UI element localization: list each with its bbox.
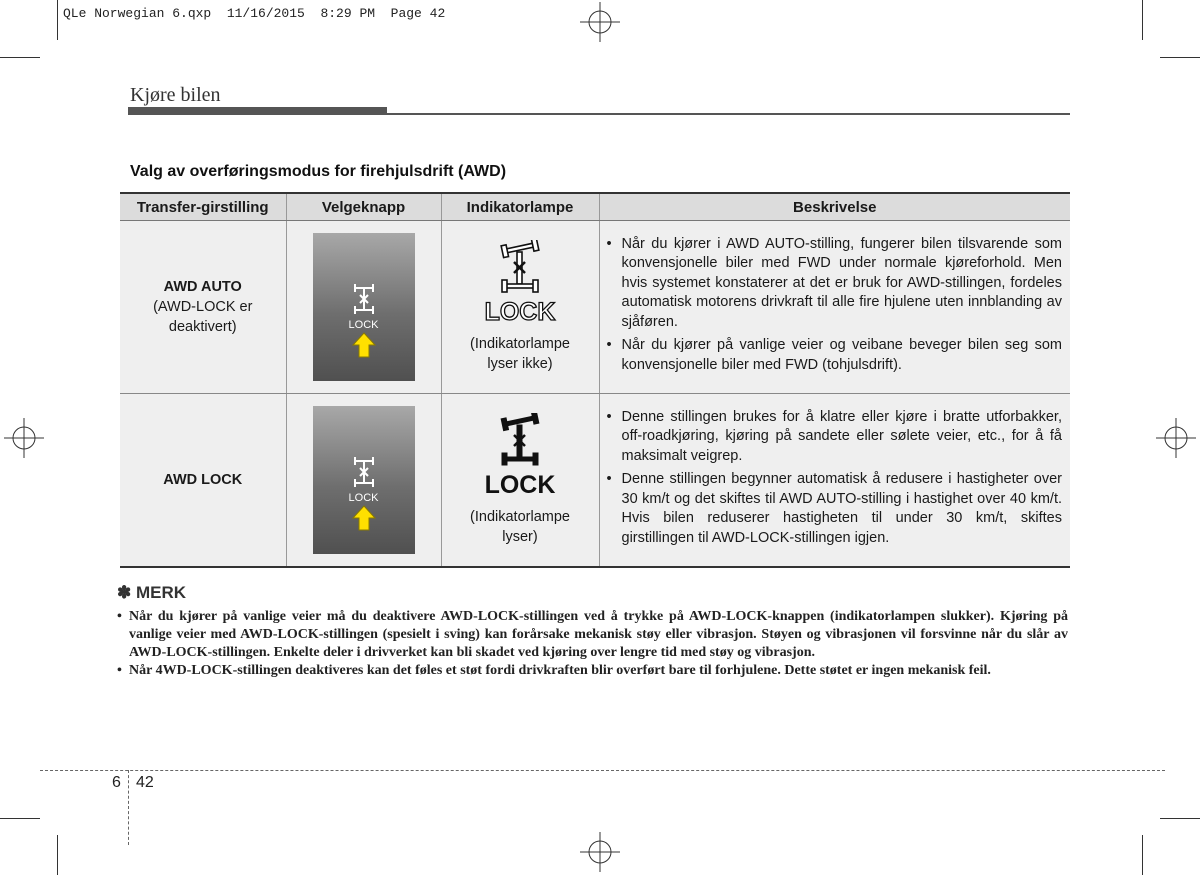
awd-drivetrain-icon (347, 454, 381, 490)
description-cell (599, 394, 1070, 568)
awd-lock-button-image (313, 233, 415, 381)
description-bullet: • Når du kjører i AWD AUTO-stilling, fungerer bilen tilsvarende som konvensjonelle biler med FWD under normale kjøreforhold. Men hvis systemet konstaterer at det er bruk for AWD-stillingen, fordeles automatisk motorens drivkraft til alle fire hjulene uten innblanding av sjåføren. (606, 235, 1063, 333)
note-item: • Når du kjører på vanlige veier må du deaktivere AWD-LOCK-stillingen ved å trykke på AWD-LOCK-knappen (indikatorlampen slukker). Kjøring på vanlige veier med AWD-LOCK-stillingen (spesielt i sving) kan forårsake mekanisk støy eller vibrasjon. Støyen og vibrasjonen vil forsvinne når du slår av AWD-LOCK-stillingen. Enkelte deler i drivverket kan bli skadet ved kjøring over lengre tid med støy og vibrasjon. (117, 608, 1068, 662)
position-cell (120, 394, 286, 568)
button-lock-label: LOCK (348, 319, 379, 331)
indicator-lock-text: LOCK (484, 298, 556, 326)
note-list (117, 608, 1068, 680)
press-arrow-icon (351, 504, 377, 532)
note-asterisk-icon: ✽ (117, 583, 132, 602)
description-bullet: • Denne stillingen begynner automatisk å redusere i hastigheter over 30 km/t og det skiftes til AWD AUTO-stilling i hastighet over 40 km/t. Hvis bilen reduserer hastigheten til under 30 km/t, skiftes girstillingen til AWD-LOCK-stillingen igjen. (606, 470, 1063, 548)
registration-mark-right (1156, 418, 1196, 458)
description-cell (599, 221, 1070, 394)
selector-cell (286, 394, 441, 568)
position-name: AWD AUTO (163, 279, 242, 295)
footer-dashed-divider (128, 770, 129, 845)
title-rule-line (387, 113, 1070, 115)
note-item: • Når 4WD-LOCK-stillingen deaktiveres kan det føles et støt fordi drivkraften blir overført bare til forhjulene. Dette støtet er ingen mekanisk feil. (117, 662, 1068, 680)
position-name: AWD LOCK (163, 472, 243, 488)
registration-mark-top (580, 2, 620, 42)
indicator-caption: (Indikatorlampe lyser) (470, 509, 570, 545)
indicator-cell (441, 394, 599, 568)
table-heading: Valg av overføringsmodus for firehjulsdrift (AWD) (130, 163, 507, 180)
section-title: Kjøre bilen (130, 84, 221, 106)
note-heading (117, 583, 186, 603)
indicator-caption: (Indikatorlampe lyser ikke) (470, 336, 570, 372)
table-header-row (120, 193, 1070, 221)
awd-mode-table (120, 192, 1070, 568)
header-transfer-position: Transfer-girstilling (120, 193, 286, 221)
description-bullet: • Når du kjører på vanlige veier og veibane beveger bilen seg som konvensjonelle biler med FWD (tohjulsdrift). (606, 336, 1063, 375)
indicator-cell (441, 221, 599, 394)
awd-drivetrain-outline-icon (497, 240, 543, 298)
header-indicator-lamp: Indikatorlampe (441, 193, 599, 221)
header-description: Beskrivelse (599, 193, 1070, 221)
awd-drivetrain-icon (347, 281, 381, 317)
note-title: MERK (135, 583, 187, 602)
indicator-lock-text: LOCK (484, 471, 556, 499)
title-rule-dark (128, 107, 387, 115)
press-arrow-icon (351, 331, 377, 359)
page-number: 42 (136, 774, 154, 791)
selector-cell (286, 221, 441, 394)
print-header: QLe Norwegian 6.qxp 11/16/2015 8:29 PM Page 42 (63, 6, 446, 21)
chapter-number: 6 (112, 774, 121, 791)
awd-lock-button-image (313, 406, 415, 554)
table-row (120, 394, 1070, 568)
button-lock-label: LOCK (348, 492, 379, 504)
description-bullet: • Denne stillingen brukes for å klatre eller kjøre i bratte utforbakker, off-roadkjøring, kjøring på sandete eller sølete veier, etc., for å få maksimalt veigrep. (606, 408, 1063, 467)
registration-mark-left (4, 418, 44, 458)
registration-mark-bottom (580, 832, 620, 872)
position-cell (120, 221, 286, 394)
position-subtitle: (AWD-LOCK er deaktivert) (153, 299, 253, 335)
awd-drivetrain-solid-icon (497, 413, 543, 471)
header-selector-button: Velgeknapp (286, 193, 441, 221)
table-row (120, 221, 1070, 394)
footer-dashed-rule (40, 770, 1165, 771)
